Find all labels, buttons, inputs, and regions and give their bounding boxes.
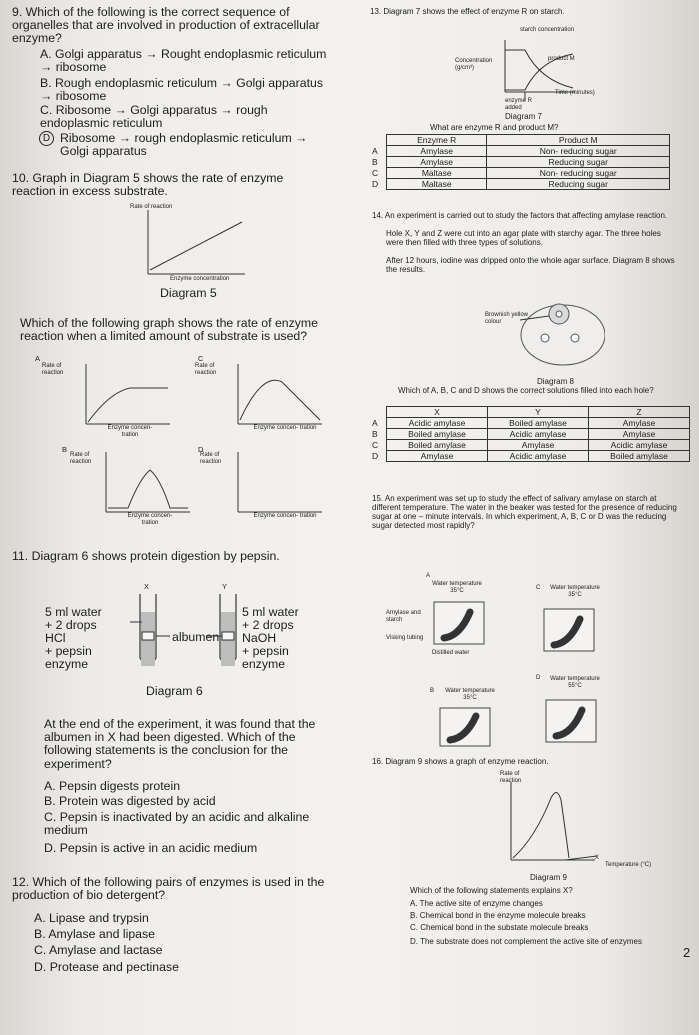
right-line-3: NaOH <box>242 631 277 645</box>
diagram-7-label: Diagram 7 <box>505 112 542 121</box>
q16-question: Which of the following statements explains X? <box>410 886 573 895</box>
table-cell: Boiled amylase <box>488 418 589 429</box>
row-letter: C <box>372 440 379 450</box>
graph-c <box>232 362 324 432</box>
q12-option-c: C. Amylase and lactase <box>34 943 163 957</box>
table-row <box>372 418 690 429</box>
graph-b-ylabel: Rate of reaction <box>70 452 92 465</box>
table-row <box>372 429 690 440</box>
setup-b-letter: B <box>430 688 435 694</box>
table-header: Enzyme R <box>387 135 487 146</box>
table-cell: Reducing sugar <box>487 179 670 190</box>
table-cell: Non- reducing sugar <box>487 168 670 179</box>
q14-stem: 14. An experiment is carried out to study the factors that affecting amylase reaction. <box>372 211 668 220</box>
table-cell: Acidic amylase <box>488 451 589 462</box>
diagram-9-graph <box>505 778 625 870</box>
q9-option-d: Ribosome → rough endoplasmic reticulum → Golgi apparatus <box>60 131 308 158</box>
table-cell: Acidic amylase <box>488 429 589 440</box>
right-line-2: + 2 drops <box>242 618 294 632</box>
diagram-7-starch-label: starch concentration <box>520 27 575 33</box>
graph-c-ylabel: Rate of reaction <box>195 363 217 376</box>
table-cell: Boiled amylase <box>589 451 690 462</box>
left-line-5: enzyme <box>45 657 89 671</box>
page-number: 2 <box>683 945 691 960</box>
diagram-9-xlabel: Temperature (°C) <box>605 862 652 868</box>
diagram-6-right-label <box>242 606 332 671</box>
table-cell: Maltase <box>387 168 487 179</box>
q10-stem: 10. Graph in Diagram 5 shows the rate of enzyme reaction in excess substrate. <box>12 171 284 199</box>
table-cell: Maltase <box>387 179 487 190</box>
right-line-4: + pepsin <box>242 644 289 658</box>
diagram-8-plate <box>475 300 605 370</box>
q13-stem: 13. Diagram 7 shows the effect of enzyme R on starch. <box>370 7 565 16</box>
q9-option-c: C. Ribosome → Golgi apparatus → rough endoplasmic reticulum <box>40 103 268 130</box>
amylase-starch-label: Amylase and starch <box>386 610 421 623</box>
right-line-1: 5 ml water <box>242 605 299 619</box>
diagram-9-x-marker: X <box>595 855 600 861</box>
q11-option-b: B. Protein was digested by acid <box>44 794 216 808</box>
right-line-5: enzyme <box>242 657 286 671</box>
q11-option-a: A. Pepsin digests protein <box>44 779 181 793</box>
table-cell: Amylase <box>488 440 589 451</box>
q9-circled-answer: D <box>39 131 54 146</box>
left-line-4: + pepsin <box>45 644 92 658</box>
table-cell: Amylase <box>387 157 487 168</box>
setup-a-letter: A <box>426 573 431 579</box>
table-cell: Boiled amylase <box>387 440 488 451</box>
diagram-8-label: Diagram 8 <box>537 377 574 386</box>
q12-stem: 12. Which of the following pairs of enzymes is used in the production of bio detergent? <box>12 875 325 903</box>
row-letter: D <box>372 451 379 461</box>
graph-d <box>232 450 324 520</box>
table-cell: Amylase <box>589 418 690 429</box>
left-line-2: + 2 drops <box>45 618 97 632</box>
diagram-5-xlabel: Enzyme concentration <box>170 276 230 282</box>
graph-a-letter: A <box>35 354 41 363</box>
diagram-7-time-label: Time (minutes) <box>555 90 595 96</box>
q13-question: What are enzyme R and product M? <box>430 123 559 132</box>
graph-b <box>100 450 192 520</box>
table-row <box>372 146 670 157</box>
row-letter: C <box>372 168 379 178</box>
q11-option-c: C. Pepsin is inactivated by an acidic and alkaline medium <box>44 810 310 837</box>
q11-text: At the end of the experiment, it was found that the albumen in X had been digested. Which of the following statements is the conclusion for the experiment? <box>44 717 316 771</box>
q14-text-1: Hole X, Y and Z were cut into an agar plate with starchy agar. The three holes were then filled with three types of solutions. <box>386 229 661 247</box>
table-cell: Amylase <box>387 451 488 462</box>
q16-option-d: D. The substrate does not complement the active site of enzymes <box>410 937 642 946</box>
albumen-label: albumen <box>172 630 220 644</box>
table-cell: Reducing sugar <box>487 157 670 168</box>
table-row <box>372 451 690 462</box>
setup-d-beaker <box>542 696 602 746</box>
setup-b-beaker <box>436 704 496 750</box>
table-row <box>372 440 690 451</box>
diagram-9-ylabel: Rate of reaction <box>500 771 522 784</box>
table-cell: Acidic amylase <box>387 418 488 429</box>
setup-a-temp: Water temperature 35°C <box>432 581 482 594</box>
table-cell: Non- reducing sugar <box>487 146 670 157</box>
q14-text-2: After 12 hours, iodine was dripped onto the whole agar surface. Diagram 8 shows the results. <box>386 256 675 274</box>
diagram-7-enzyme-label: enzyme R added <box>505 98 533 111</box>
graph-d-ylabel: Rate of reaction <box>200 452 222 465</box>
q16-option-c: C. Chemical bond in the substate molecule breaks <box>410 923 589 932</box>
visking-tubing-label: Visking tubing <box>386 635 424 641</box>
diagram-6-label: Diagram 6 <box>146 684 203 698</box>
graph-a <box>80 362 172 432</box>
setup-d-letter: D <box>536 675 541 681</box>
table-header: X <box>387 407 488 418</box>
table-header: Z <box>589 407 690 418</box>
q12-option-d: D. Protease and pectinase <box>34 960 179 974</box>
q13-table <box>372 134 670 190</box>
distilled-water-label: Distilled water <box>432 650 470 656</box>
graph-d-letter: D <box>198 445 204 454</box>
q16-option-b: B. Chemical bond in the enzyme molecule breaks <box>410 911 586 920</box>
q11-stem: 11. Diagram 6 shows protein digestion by pepsin. <box>12 549 280 563</box>
setup-c-letter: C <box>536 585 541 591</box>
diagram-5-ylabel: Rate of reaction <box>130 204 173 210</box>
setup-b-temp: Water temperature 35°C <box>445 688 495 701</box>
table-row <box>372 135 670 146</box>
graph-b-xlabel: Enzyme concen- tration <box>127 513 173 526</box>
q9-stem: 9. Which of the following is the correct sequence of organelles that are involved in production of extracellular enzyme? <box>12 5 320 46</box>
q14-question: Which of A, B, C and D shows the correct solutions filled into each hole? <box>398 386 654 395</box>
graph-a-ylabel: Rate of reaction <box>42 363 64 376</box>
table-cell: Acidic amylase <box>589 440 690 451</box>
diagram-9-label: Diagram 9 <box>530 873 567 882</box>
row-letter: B <box>372 429 378 439</box>
diagram-7-conc-label: Concentration (g/cm³) <box>455 58 493 71</box>
diagram-7-product-label: product M <box>548 56 575 62</box>
q11-option-d: D. Pepsin is active in an acidic medium <box>44 841 258 855</box>
table-row <box>372 407 690 418</box>
q9-option-b: B. Rough endoplasmic reticulum → Golgi apparatus → ribosome <box>40 76 323 103</box>
graph-c-letter: C <box>198 354 204 363</box>
q16-stem: 16. Diagram 9 shows a graph of enzyme reaction. <box>372 757 549 766</box>
q9-option-a: A. Golgi apparatus → Rought endoplasmic reticulum → ribosome <box>40 47 327 74</box>
setup-a-beaker <box>430 598 490 648</box>
q12-option-b: B. Amylase and lipase <box>34 927 155 941</box>
tube-y-label: Y <box>222 582 228 591</box>
table-cell: Amylase <box>589 429 690 440</box>
setup-c-temp: Water temperature 35°C <box>550 585 600 598</box>
table-cell: Amylase <box>387 146 487 157</box>
row-letter: D <box>372 179 379 189</box>
table-row <box>372 179 670 190</box>
diagram-5-label: Diagram 5 <box>160 286 217 300</box>
q10-question: Which of the following graph shows the rate of enzyme reaction when a limited amount of substrate is used? <box>20 316 319 344</box>
graph-b-letter: B <box>62 445 68 454</box>
tube-x-label: X <box>144 582 150 591</box>
setup-c-beaker <box>540 605 600 655</box>
diagram-5-graph <box>140 204 250 284</box>
table-row <box>372 168 670 179</box>
diagram-6-left-label <box>45 606 135 671</box>
graph-d-xlabel: Enzyme concen- tration <box>253 513 317 519</box>
setup-d-temp: Water temperature 55°C <box>550 676 600 689</box>
table-row <box>372 157 670 168</box>
left-line-3: HCl <box>45 631 66 645</box>
q16-option-a: A. The active site of enzyme changes <box>410 899 543 908</box>
table-cell: Boiled amylase <box>387 429 488 440</box>
graph-c-xlabel: Enzyme concen- tration <box>253 425 317 431</box>
row-letter: A <box>372 146 378 156</box>
row-letter: B <box>372 157 378 167</box>
left-line-1: 5 ml water <box>45 605 102 619</box>
row-letter: A <box>372 418 378 428</box>
graph-a-xlabel: Enzyme concen- tration <box>107 425 153 438</box>
q12-option-a: A. Lipase and trypsin <box>34 911 149 925</box>
table-header: Y <box>488 407 589 418</box>
brownish-label: Brownish yellow colour <box>485 312 529 325</box>
q15-stem: 15. An experiment was set up to study the effect of salivary amylase on starch at different temperature. The water in the beaker was tested for the presence of reducing sugar at one – minute intervals. In which experiment, A, B, C or D was the reducing sugar detected most rapidly? <box>372 494 677 530</box>
q14-table <box>372 406 690 462</box>
table-header: Product M <box>487 135 670 146</box>
